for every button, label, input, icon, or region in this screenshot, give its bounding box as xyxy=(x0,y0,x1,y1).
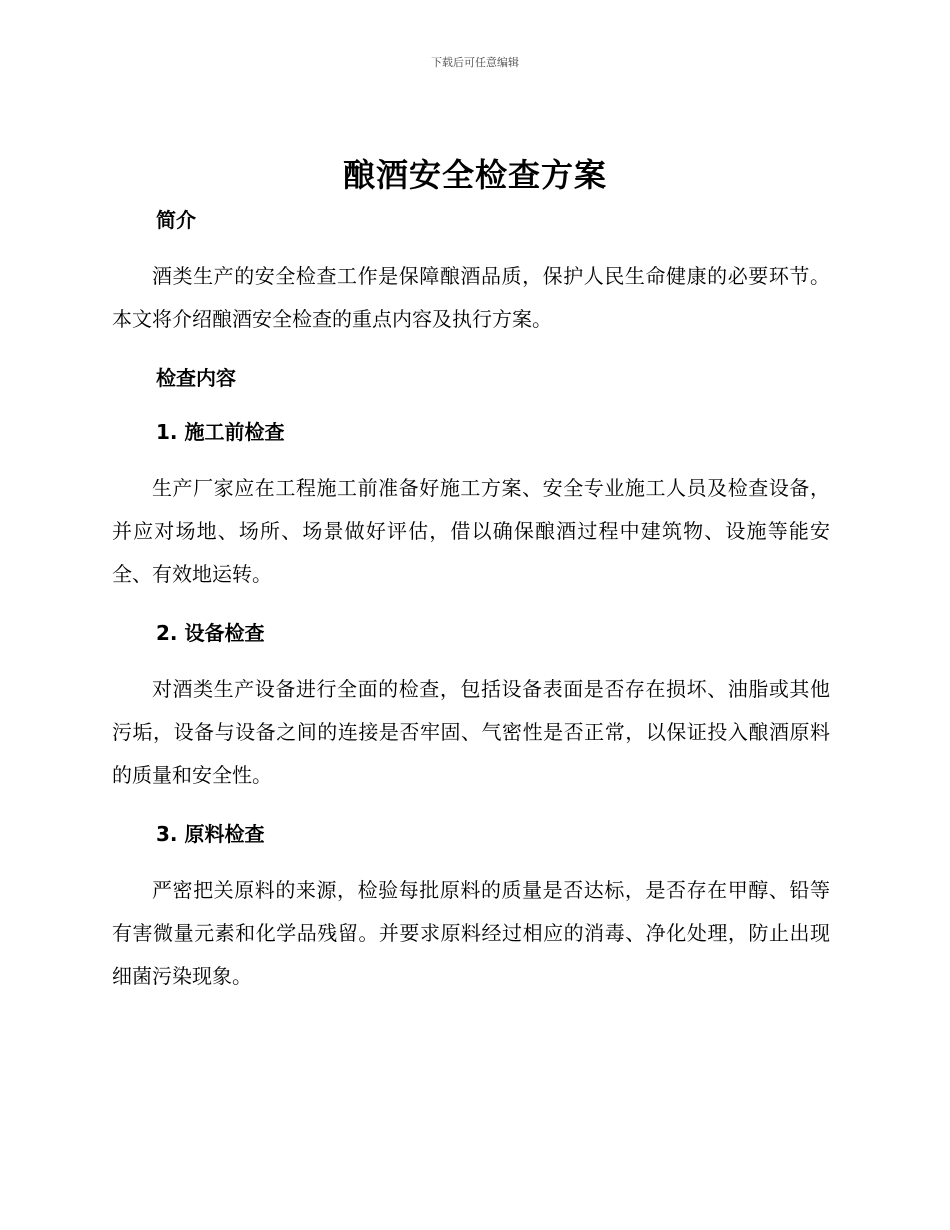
page-header-note: 下载后可任意编辑 xyxy=(431,56,519,69)
section-3-heading: 3. 原料检查 xyxy=(156,822,265,846)
document-title: 酿酒安全检查方案 xyxy=(342,156,607,194)
intro-paragraph: 酒类生产的安全检查工作是保障酿酒品质，保护人民生命健康的必要环节。本文将介绍酿酒安全检查的重点内容及执行方案。 xyxy=(112,264,830,331)
section-1-heading: 1. 施工前检查 xyxy=(156,420,285,444)
intro-heading: 简介 xyxy=(156,208,196,232)
document-body xyxy=(112,203,830,998)
section-2-paragraph: 对酒类生产设备进行全面的检查，包括设备表面是否存在损坏、油脂或其他污垢，设备与设备之间的连接是否牢固、气密性是否正常，以保证投入酿酒原料的质量和安全性。 xyxy=(112,677,830,787)
section-1-paragraph: 生产厂家应在工程施工前准备好施工方案、安全专业施工人员及检查设备，并应对场地、场所、场景做好评估，借以确保酿酒过程中建筑物、设施等能安全、有效地运转。 xyxy=(112,476,830,586)
section-2-heading: 2. 设备检查 xyxy=(156,621,265,645)
content-heading: 检查内容 xyxy=(156,366,236,390)
section-3-paragraph: 严密把关原料的来源，检验每批原料的质量是否达标，是否存在甲醇、铅等有害微量元素和化学品残留。并要求原料经过相应的消毒、净化处理，防止出现细菌污染现象。 xyxy=(112,878,830,988)
